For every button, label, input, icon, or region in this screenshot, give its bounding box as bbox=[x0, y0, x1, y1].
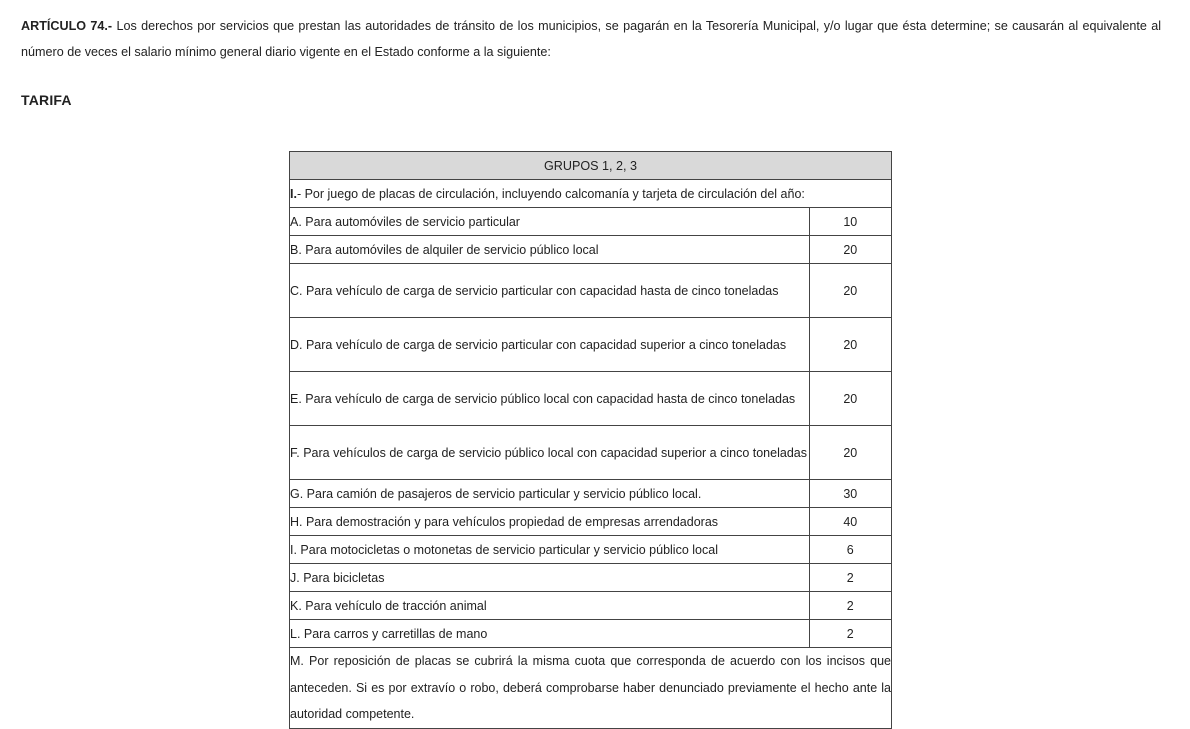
row-value: 2 bbox=[809, 564, 891, 592]
row-text: I. Para motocicletas o motonetas de servicio particular y servicio público local bbox=[290, 536, 810, 564]
table-row bbox=[290, 426, 892, 480]
row-text: J. Para bicicletas bbox=[290, 564, 810, 592]
row-value: 20 bbox=[809, 236, 891, 264]
section-row bbox=[290, 180, 892, 208]
groups-header: GRUPOS 1, 2, 3 bbox=[290, 152, 892, 180]
row-text: B. Para automóviles de alquiler de servicio público local bbox=[290, 236, 810, 264]
row-text: F. Para vehículos de carga de servicio público local con capacidad superior a cinco toneladas bbox=[290, 426, 810, 480]
table-row bbox=[290, 564, 892, 592]
row-value: 6 bbox=[809, 536, 891, 564]
table-row bbox=[290, 372, 892, 426]
article-label: ARTÍCULO 74.- bbox=[21, 19, 113, 33]
table-row bbox=[290, 480, 892, 508]
row-value: 20 bbox=[809, 426, 891, 480]
tarifa-heading: TARIFA bbox=[21, 92, 72, 108]
row-text: E. Para vehículo de carga de servicio público local con capacidad hasta de cinco toneladas bbox=[290, 372, 810, 426]
row-text: H. Para demostración y para vehículos propiedad de empresas arrendadoras bbox=[290, 508, 810, 536]
row-value: 2 bbox=[809, 592, 891, 620]
tarifa-table bbox=[289, 151, 892, 729]
table-row bbox=[290, 592, 892, 620]
row-value: 10 bbox=[809, 208, 891, 236]
table-row bbox=[290, 236, 892, 264]
row-value: 20 bbox=[809, 318, 891, 372]
article-paragraph bbox=[21, 13, 1161, 65]
table-row bbox=[290, 208, 892, 236]
row-text: C. Para vehículo de carga de servicio particular con capacidad hasta de cinco toneladas bbox=[290, 264, 810, 318]
table-row bbox=[290, 318, 892, 372]
row-value: 30 bbox=[809, 480, 891, 508]
row-text: G. Para camión de pasajeros de servicio particular y servicio público local. bbox=[290, 480, 810, 508]
row-text: L. Para carros y carretillas de mano bbox=[290, 620, 810, 648]
row-value: 40 bbox=[809, 508, 891, 536]
row-value: 20 bbox=[809, 264, 891, 318]
row-text: K. Para vehículo de tracción animal bbox=[290, 592, 810, 620]
replacement-note: M. Por reposición de placas se cubrirá la misma cuota que corresponda de acuerdo con los incisos que anteceden. Si es por extravío o robo, deberá comprobarse haber denunciado previamente el hecho ante la autoridad competente. bbox=[290, 648, 892, 729]
table-row bbox=[290, 508, 892, 536]
section-text: - Por juego de placas de circulación, incluyendo calcomanía y tarjeta de circulación del año: bbox=[296, 186, 805, 201]
table-row bbox=[290, 536, 892, 564]
table-row bbox=[290, 620, 892, 648]
row-text: A. Para automóviles de servicio particular bbox=[290, 208, 810, 236]
row-value: 20 bbox=[809, 372, 891, 426]
row-text: D. Para vehículo de carga de servicio particular con capacidad superior a cinco toneladas bbox=[290, 318, 810, 372]
section-numeral: I. bbox=[290, 186, 297, 201]
row-value: 2 bbox=[809, 620, 891, 648]
article-text: Los derechos por servicios que prestan las autoridades de tránsito de los municipios, se pagarán en la Tesorería Municipal, y/o lugar que ésta determine; se causarán al equivalente al número de veces el salario mínimo general diario vigente en el Estado conforme a la siguiente: bbox=[21, 19, 1162, 59]
table-row bbox=[290, 264, 892, 318]
